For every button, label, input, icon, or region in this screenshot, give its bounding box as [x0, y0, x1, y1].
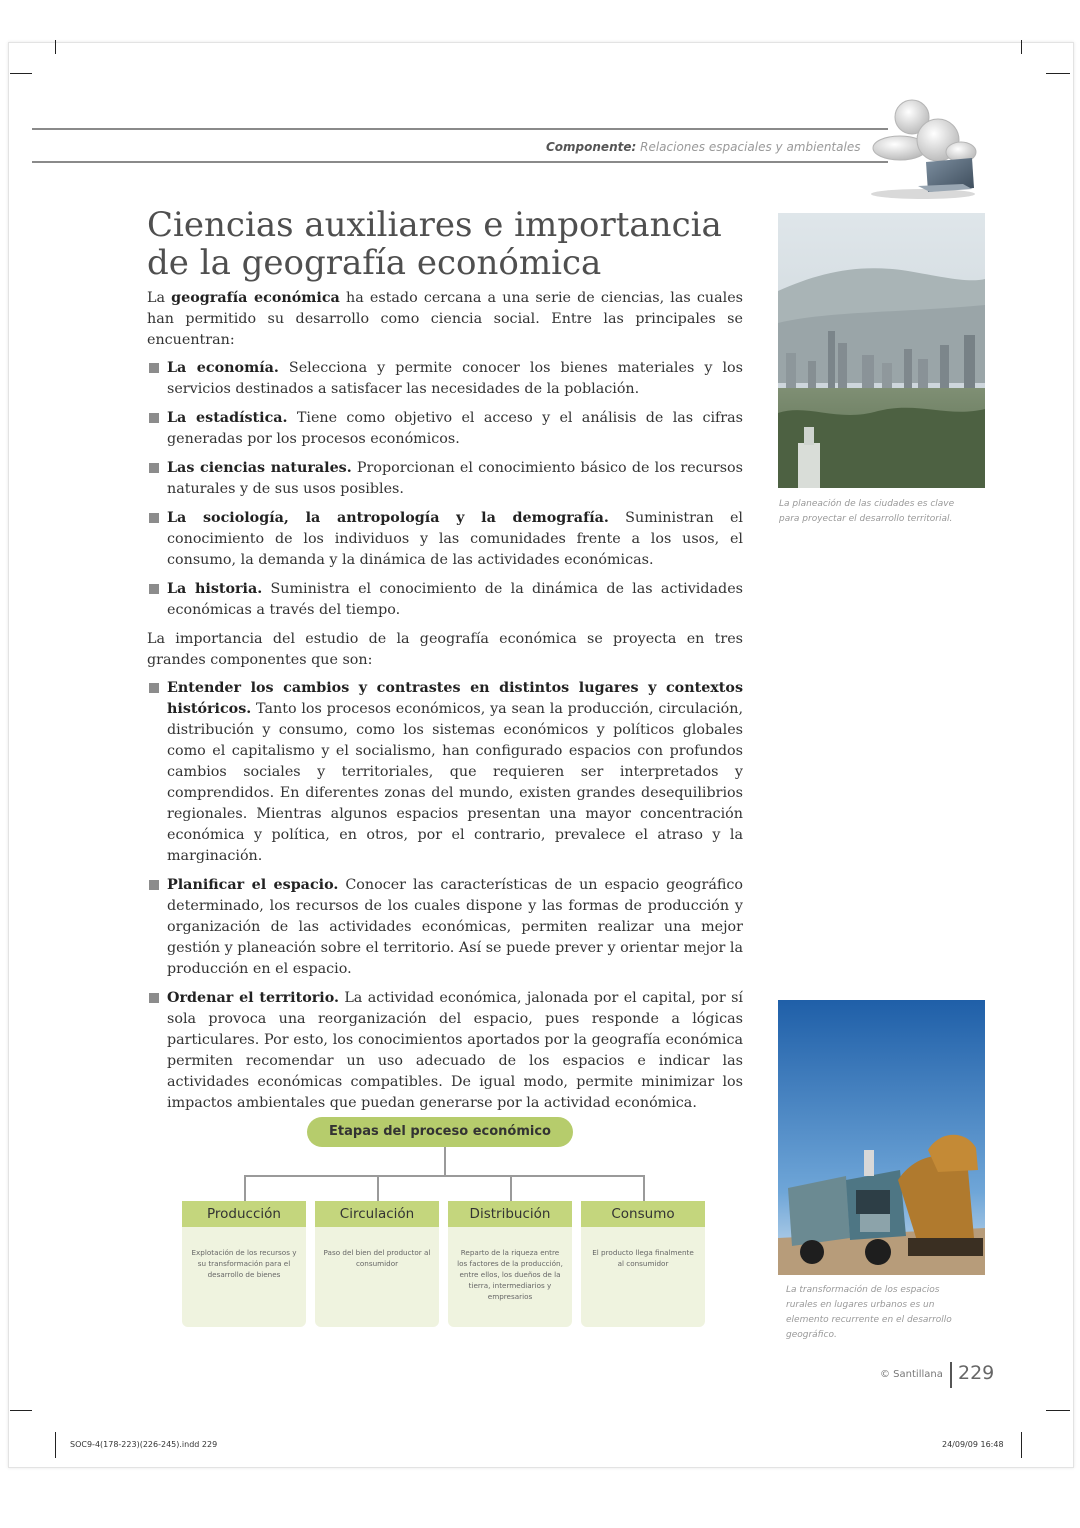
sciences-list	[147, 358, 743, 621]
importance-paragraph: La importancia del estudio de la geografía económica se proyecta en tres grandes componentes que son:	[147, 631, 743, 668]
diagram-connector-drop	[377, 1175, 379, 1201]
page-title-line1: Ciencias auxiliares e importancia	[147, 205, 722, 245]
stage-distribucion	[448, 1201, 572, 1327]
page-number: 229	[958, 1362, 995, 1384]
stage-heading: Producción	[182, 1201, 306, 1227]
square-bullet-icon	[149, 463, 159, 473]
list-item-text: Suministra el conocimiento de la dinámica de las actividades económicas a través del tiempo.	[167, 581, 743, 618]
page-title	[147, 206, 722, 282]
stage-description: Reparto de la riqueza entre los factores de la producción, entre ellos, los dueños de la tierra, intermediarios y empresarios	[457, 1248, 563, 1301]
city-skyline-image	[778, 213, 985, 488]
component-label-value: Relaciones espaciales y ambientales	[640, 140, 861, 154]
crop-mark	[55, 40, 56, 54]
stage-description: Explotación de los recursos y su transformación para el desarrollo de bienes	[191, 1248, 297, 1279]
stage-heading: Distribución	[448, 1201, 572, 1227]
list-item-text: Tanto los procesos económicos, ya sean la producción, circulación, distribución y consumo, como los sistemas económicos y políticos globales como el capitalismo y el socialismo, han configurado espacios con profundos cambios sociales y territoriales, que requieren ser interpretados y comprendidos. En diferentes zonas del mundo, existen grandes desequilibrios regionales. Mientras algunos espacios presentan una mayor concentración económica y política, en otros, por el contrario, prevalece el atraso y la marginación.	[167, 701, 743, 864]
list-item-text: Proporcionan el conocimiento básico de los recursos naturales y de sus usos posibles.	[167, 460, 743, 497]
crop-mark	[1046, 1410, 1070, 1411]
list-item	[147, 875, 743, 980]
page-title-line2: de la geografía económica	[147, 243, 602, 283]
list-item-text: Tiene como objetivo el acceso y el análisis de las cifras generadas por los procesos económicos.	[167, 410, 744, 447]
list-item-text: Selecciona y permite conocer los bienes materiales y los servicios destinados a satisfacer las necesidades de la población.	[167, 360, 743, 397]
stage-consumo	[581, 1201, 705, 1327]
stage-description: El producto llega finalmente al consumidor	[592, 1248, 694, 1268]
square-bullet-icon	[149, 363, 159, 373]
crop-mark	[10, 1410, 32, 1411]
page-number-divider	[950, 1362, 952, 1388]
file-name-slug: SOC9-4(178-223)(226-245).indd 229	[70, 1440, 218, 1449]
components-list	[147, 678, 743, 1114]
list-item-term: Entender los cambios y contrastes en distintos lugares y contextos históricos.	[167, 680, 743, 717]
list-item-term: La economía.	[167, 360, 279, 376]
header-rule-top	[32, 128, 888, 130]
crop-mark	[1021, 40, 1022, 54]
crop-mark	[1046, 73, 1070, 74]
diagram-connector-drop	[643, 1175, 645, 1201]
intro-paragraph	[147, 288, 743, 351]
list-item-term: Planificar el espacio.	[167, 877, 339, 893]
figure-with-laptop-icon	[868, 96, 983, 200]
component-label	[546, 140, 860, 154]
square-bullet-icon	[149, 993, 159, 1003]
list-item-term: La historia.	[167, 581, 263, 597]
list-item	[147, 358, 743, 400]
diagram-title: Etapas del proceso económico	[307, 1117, 573, 1147]
list-item-term: Las ciencias naturales.	[167, 460, 352, 476]
intro-post: ha estado cercana a una serie de ciencias, las cuales han permitido su desarrollo como ciencia social. Entre las principales se encuentran:	[147, 290, 743, 348]
list-item-text: Conocer las características de un espacio geográfico determinado, los recursos de los cuales dispone y las formas de producción y organización de las actividades económicas, permiten realizar una mejor gestión y planeación sobre el territorio. Así se puede prever y orientar mejor la producción en el espacio.	[167, 877, 744, 977]
stage-produccion	[182, 1201, 306, 1327]
square-bullet-icon	[149, 413, 159, 423]
truck-construction-image	[778, 1000, 985, 1275]
stage-description: Paso del bien del productor al consumidor	[323, 1248, 431, 1268]
list-item	[147, 579, 743, 621]
crop-mark	[1021, 1432, 1022, 1458]
square-bullet-icon	[149, 584, 159, 594]
list-item-text: La actividad económica, jalonada por el capital, por sí sola provoca una reorganización del espacio, pues responde a lógicas particulares. Por esto, los conocimientos aportados por la geografía económica permiten recomendar un uso adecuado de los espacios e indicar las actividades económicas compatibles. De igual modo, permite minimizar los impactos ambientales que puedan generarse por la actividad económica.	[167, 990, 743, 1111]
diagram-connector-trunk	[444, 1147, 446, 1176]
square-bullet-icon	[149, 513, 159, 523]
list-item	[147, 408, 743, 450]
city-photo-caption: La planeación de las ciudades es clave para proyectar el desarrollo territorial.	[779, 499, 955, 524]
list-item	[147, 678, 743, 867]
stage-heading: Consumo	[581, 1201, 705, 1227]
square-bullet-icon	[149, 683, 159, 693]
intro-bold: geografía económica	[171, 290, 340, 306]
intro-pre: La	[147, 290, 172, 306]
crop-mark	[10, 73, 32, 74]
diagram-connector-drop	[510, 1175, 512, 1201]
list-item	[147, 458, 743, 500]
list-item-term: La sociología, la antropología y la demografía.	[167, 510, 609, 526]
print-timestamp: 24/09/09 16:48	[942, 1440, 1004, 1449]
square-bullet-icon	[149, 880, 159, 890]
stage-circulacion	[315, 1201, 439, 1327]
truck-photo	[778, 1000, 985, 1275]
stage-heading: Circulación	[315, 1201, 439, 1227]
main-text	[147, 288, 743, 1122]
city-photo	[778, 213, 985, 488]
publisher-credit: © Santillana	[880, 1369, 943, 1380]
list-item-term: La estadística.	[167, 410, 288, 426]
diagram-connector-drop	[244, 1175, 246, 1201]
crop-mark	[55, 1432, 56, 1458]
list-item-term: Ordenar el territorio.	[167, 990, 339, 1006]
truck-photo-caption: La transformación de los espacios rurales en lugares urbanos es un elemento recurrente en el desarrollo geográfico.	[786, 1285, 952, 1340]
list-item	[147, 988, 743, 1114]
diagram-connector-bar	[244, 1175, 645, 1177]
list-item-text: Suministran el conocimiento de los individuos y las comunidades frente a los usos, el consumo, la demanda y la dinámica de las actividades económicas.	[167, 510, 743, 568]
component-label-key: Componente:	[546, 140, 637, 154]
list-item	[147, 508, 743, 571]
process-diagram	[180, 1115, 710, 1330]
header-rule-bottom	[32, 161, 888, 163]
